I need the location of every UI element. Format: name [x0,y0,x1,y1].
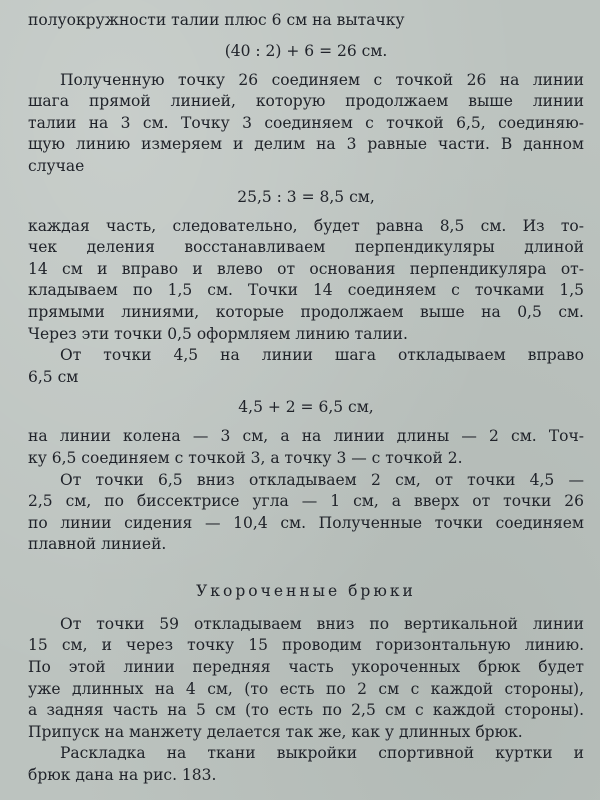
text-line: уже длинных на 4 см, (то есть по 2 см с каждой стороны), [28,679,584,698]
text-line: а задняя часть на 5 см (то есть по 2,5 см с каждой стороны). [28,701,584,720]
formula-division: 25,5 : 3 = 8,5 см, [237,187,375,206]
text-line: 2,5 см, по биссектрисе угла — 1 см, а вверх от точки 26 [28,492,584,511]
text-line: 6,5 см [28,367,79,386]
text-line: прямыми линиями, которые продолжаем выше на 0,5 см. [28,302,584,321]
paragraph [28,70,584,178]
paragraph [28,614,584,744]
text-line: От точки 6,5 вниз откладываем 2 см, от точки 4,5 — [60,470,584,489]
text-line: талии на 3 см. Точку 3 соединяем с точкой 6,5, соединяю- [28,113,584,132]
paragraph [28,470,584,556]
text-line: Раскладка на ткани выкройки спортивной куртки и [60,744,584,763]
paragraph [28,426,584,469]
text-line: кладываем по 1,5 см. Точки 14 соединяем с точками 1,5 [28,281,584,300]
text-line: Припуск на манжету делается так же, как у длинных брюк. [28,722,523,741]
paragraph [28,216,584,346]
formula-waist: (40 : 2) + 6 = 26 см. [224,41,388,60]
text-line: каждая часть, следовательно, будет равна 8,5 см. Из то- [28,216,584,235]
text-line: брюк дана на рис. 183. [28,766,217,785]
text-line: 15 см, и через точку 15 проводим горизонтальную линию. [28,636,584,655]
paragraph [28,345,584,388]
text-line: щую линию измеряем и делим на 3 равные части. В данном [28,135,584,154]
text-line: 14 см и вправо и влево от основания перпендикуляра от- [28,259,584,278]
text-line: Через эти точки 0,5 оформляем линию талии. [28,324,408,343]
text-line: плавной линией. [28,535,167,554]
text-line: От точки 59 откладываем вниз по вертикальной линии [60,614,584,633]
text-line: по линии сидения — 10,4 см. Полученные точки соединяем [28,513,584,532]
text-line: ку 6,5 соединяем с точкой 3, а точку 3 — с точкой 2. [28,448,463,467]
text-line: От точки 4,5 на линии шага откладываем вправо [60,346,584,365]
text-line: Полученную точку 26 соединяем с точкой 26 на линии [60,70,584,89]
section-heading: Укороченные брюки [196,581,416,600]
paragraph [28,743,584,786]
text-line: случае [28,156,85,175]
text-line: По этой линии передняя часть укороченных брюк будет [28,658,584,677]
text-line: на линии колена — 3 см, а на линии длины — 2 см. Точ- [28,427,584,446]
text-line: чек деления восстанавливаем перпендикуляры длиной [28,238,584,257]
text-line: шага прямой линией, которую продолжаем выше линии [28,92,584,111]
formula-sum: 4,5 + 2 = 6,5 см, [238,398,374,417]
text-line: полуокружности талии плюс 6 см на вытачку [28,11,405,29]
